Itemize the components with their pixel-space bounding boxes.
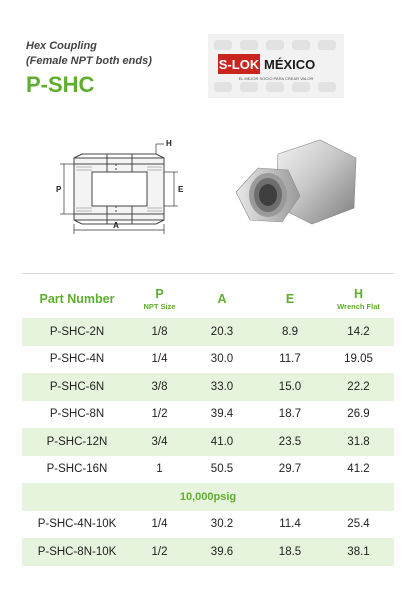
npt-size-cell: 1: [156, 463, 163, 476]
e-cell: 18.7: [278, 408, 302, 421]
e-cell: 11.7: [279, 353, 301, 366]
a-cell: 30.0: [210, 353, 234, 366]
e-cell: 18.5: [257, 538, 323, 566]
h-cell: 41.2: [347, 463, 370, 476]
npt-size-cell: 1/2: [151, 408, 168, 421]
npt-size-cell: 1/4: [151, 518, 168, 531]
table-row: [22, 428, 394, 456]
svg-text:A: A: [113, 221, 119, 230]
h-cell: 22.2: [323, 373, 394, 401]
table-row: [22, 373, 394, 401]
table-row: [22, 538, 394, 566]
header-a: A: [217, 292, 227, 306]
technical-drawing: [52, 136, 192, 238]
npt-size-cell: 3/8: [132, 373, 187, 401]
npt-size-cell: 3/4: [132, 428, 187, 456]
product-description: (Female NPT both ends): [26, 55, 152, 67]
e-cell: 8.9: [257, 318, 323, 346]
part-number-cell: P-SHC-16N: [46, 463, 108, 476]
h-cell: 19.05: [344, 353, 373, 366]
part-number-cell: P-SHC-4N-10K: [37, 518, 117, 531]
part-number-cell: P-SHC-8N-10K: [22, 538, 132, 566]
part-number-cell: P-SHC-8N: [49, 408, 105, 421]
table-header-row: [22, 280, 394, 318]
npt-size-cell: 1/2: [132, 538, 187, 566]
part-number-cell: P-SHC-6N: [22, 373, 132, 401]
svg-text:MÉXICO: MÉXICO: [264, 57, 316, 72]
npt-size-cell: 1/4: [151, 353, 168, 366]
a-cell: 39.6: [187, 538, 257, 566]
a-cell: 41.0: [187, 428, 257, 456]
h-cell: 26.9: [347, 408, 370, 421]
table-row: [22, 456, 394, 484]
header-h: [323, 280, 394, 318]
svg-text:E: E: [178, 185, 184, 194]
coupling-photo: [228, 122, 368, 252]
e-cell: 15.0: [257, 373, 323, 401]
svg-text:EL MEJOR SOCIO PARA CREAR VALO: EL MEJOR SOCIO PARA CREAR VALOR: [238, 76, 314, 81]
pressure-rating-row: [22, 483, 394, 511]
h-cell: 25.4: [347, 518, 370, 531]
e-cell: 11.4: [279, 518, 301, 531]
h-cell: 38.1: [323, 538, 394, 566]
svg-text:P: P: [56, 185, 62, 194]
divider: [22, 273, 394, 274]
table-row: [22, 346, 394, 374]
header-p-sub: NPT Size: [143, 302, 176, 311]
table-row: [22, 318, 394, 346]
header-h-sub: Wrench Flat: [337, 302, 380, 311]
svg-text:H: H: [166, 139, 172, 148]
part-number-cell: P-SHC-4N: [49, 353, 105, 366]
header-p: [132, 280, 187, 318]
a-cell: 30.2: [210, 518, 234, 531]
table-row: [22, 401, 394, 429]
header-h-label: H: [353, 287, 364, 301]
e-cell: 23.5: [257, 428, 323, 456]
e-cell: 29.7: [278, 463, 302, 476]
pressure-rating-label: 10,000psig: [22, 483, 394, 511]
header-p-label: P: [155, 287, 164, 301]
a-cell: 20.3: [187, 318, 257, 346]
npt-size-cell: 1/8: [132, 318, 187, 346]
a-cell: 50.5: [210, 463, 234, 476]
h-cell: 14.2: [323, 318, 394, 346]
slok-mexico-logo: [208, 34, 344, 98]
h-cell: 31.8: [323, 428, 394, 456]
header-e: E: [285, 292, 295, 306]
part-number-cell: P-SHC-12N: [22, 428, 132, 456]
svg-text:S-LOK: S-LOK: [218, 57, 260, 72]
part-number-cell: P-SHC-2N: [22, 318, 132, 346]
table-row: [22, 511, 394, 539]
product-code: P-SHC: [26, 72, 95, 97]
a-cell: 33.0: [187, 373, 257, 401]
header-part-number: Part Number: [39, 292, 115, 306]
a-cell: 39.4: [210, 408, 234, 421]
dimension-table: [22, 280, 394, 566]
product-subtitle: Hex Coupling: [26, 40, 97, 52]
